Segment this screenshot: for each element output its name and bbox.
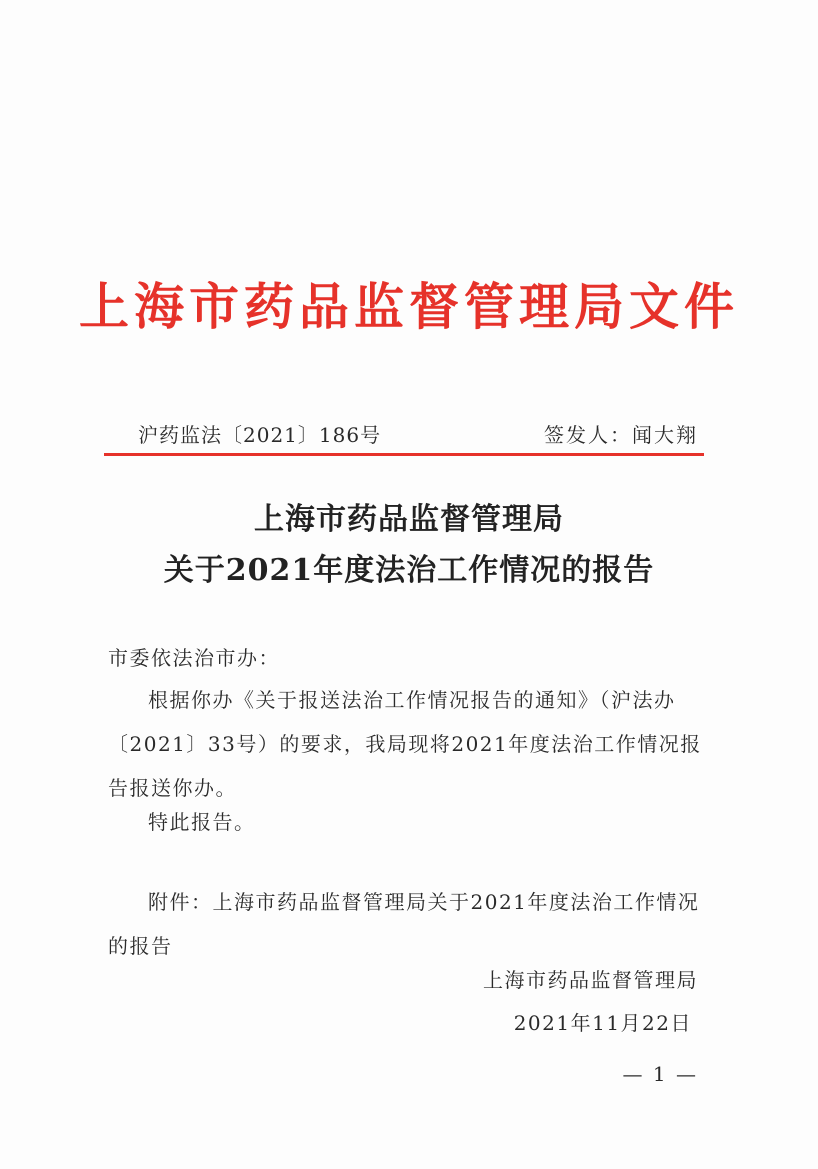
- document-number: 沪药监法〔2021〕186号: [138, 423, 382, 447]
- body-paragraph: 根据你办《关于报送法治工作情况报告的通知》（沪法办〔2021〕33号）的要求，我局现将2021年度法治工作情况报告报送你办。: [108, 688, 702, 800]
- document-title-line1: 上海市药品监督管理局: [254, 502, 564, 537]
- signature-organization: 上海市药品监督管理局: [483, 968, 698, 992]
- signer: 签发人：闻大翔: [544, 423, 698, 447]
- document-meta-row: [138, 418, 698, 452]
- closing-remark: 特此报告。: [148, 810, 256, 834]
- attachment-note: 附件：上海市药品监督管理局关于2021年度法治工作情况的报告: [108, 890, 700, 958]
- issuer-header-title: 上海市药品监督管理局文件: [79, 277, 739, 336]
- signature-date: 2021年11月22日: [513, 1011, 692, 1035]
- salutation: 市委依法治市办：: [108, 646, 280, 670]
- page-number: — 1 —: [622, 1062, 698, 1086]
- document-title-line2: 关于2021年度法治工作情况的报告: [163, 553, 655, 588]
- red-separator-line: [104, 453, 704, 456]
